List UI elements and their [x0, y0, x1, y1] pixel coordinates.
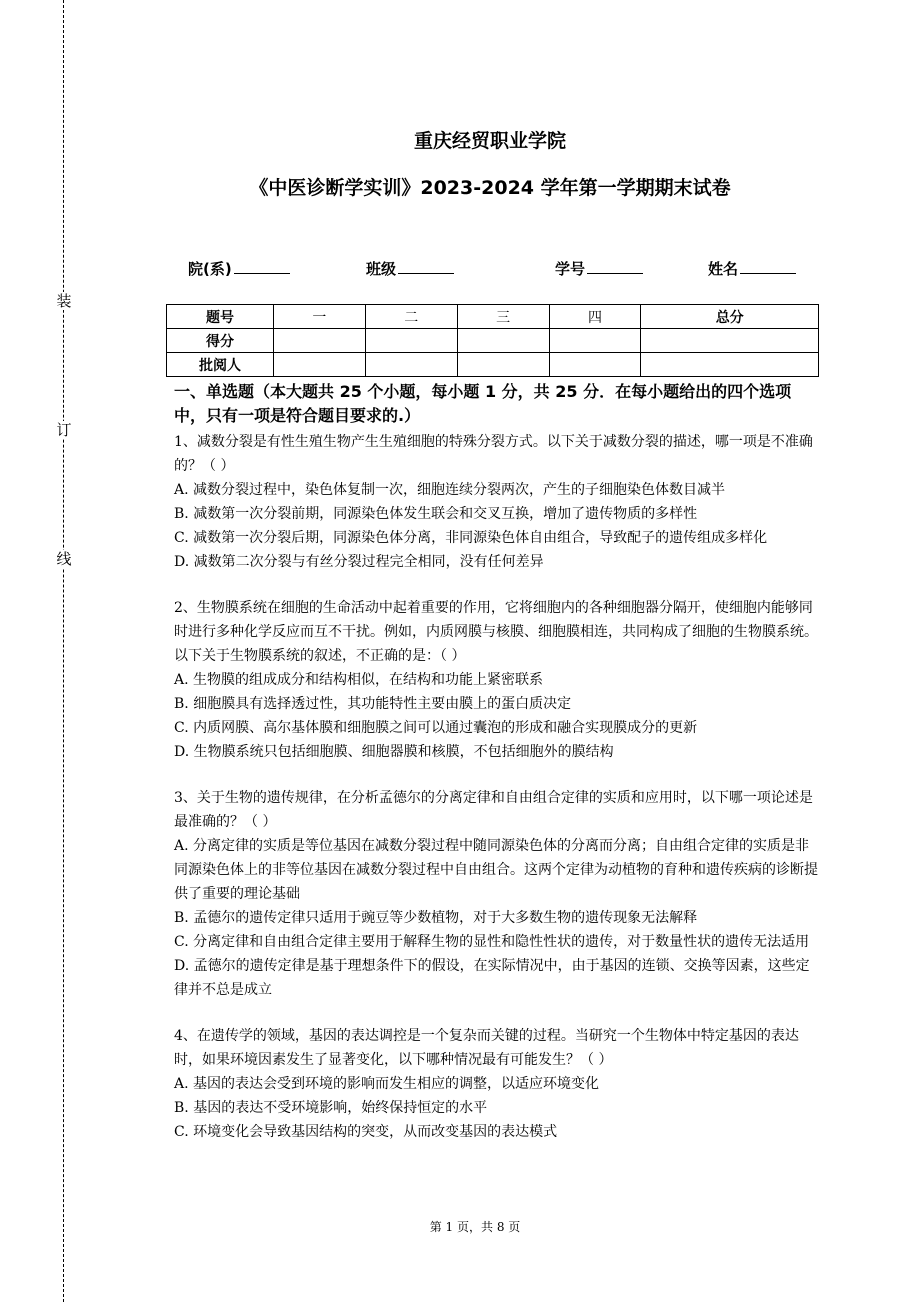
question-4 — [174, 1024, 819, 1144]
exam-content — [174, 380, 819, 1144]
name-label: 姓名 — [708, 260, 739, 278]
exam-title: 《中医诊断学实训》2023-2024 学年第一学期期末试卷 — [249, 177, 731, 199]
score-cell[interactable] — [549, 353, 641, 377]
name-blank[interactable] — [740, 259, 796, 274]
score-table-row — [167, 353, 819, 377]
score-table-header-row — [167, 305, 819, 329]
option-c[interactable]: C. 内质网膜、高尔基体膜和细胞膜之间可以通过囊泡的形成和融合实现膜成分的更新 — [174, 720, 698, 736]
page-footer: 第 1 页，共 8 页 — [429, 1220, 521, 1234]
score-row-label: 得分 — [167, 329, 274, 353]
question-2 — [174, 596, 819, 764]
question-1 — [174, 430, 819, 574]
option-c[interactable]: C. 环境变化会导致基因结构的突变，从而改变基因的表达模式 — [174, 1124, 558, 1140]
option-a[interactable]: A. 减数分裂过程中，染色体复制一次，细胞连续分裂两次，产生的子细胞染色体数目减半 — [174, 482, 726, 498]
question-3 — [174, 786, 819, 1002]
score-cell[interactable] — [457, 353, 549, 377]
option-b[interactable]: B. 孟德尔的遗传定律只适用于豌豆等少数植物，对于大多数生物的遗传现象无法解释 — [174, 910, 698, 926]
option-a[interactable]: A. 生物膜的组成成分和结构相似，在结构和功能上紧密联系 — [174, 672, 544, 688]
score-cell[interactable] — [549, 329, 641, 353]
score-cell[interactable] — [274, 353, 366, 377]
score-cell[interactable] — [365, 329, 457, 353]
score-col-header: 二 — [365, 305, 457, 329]
question-stem: 1、减数分裂是有性生殖生物产生生殖细胞的特殊分裂方式。以下关于减数分裂的描述，哪一项是不准确的？（ ） — [174, 434, 813, 474]
score-row-label: 题号 — [167, 305, 274, 329]
option-d[interactable]: D. 生物膜系统只包括细胞膜、细胞器膜和核膜，不包括细胞外的膜结构 — [174, 744, 614, 760]
score-col-header: 四 — [549, 305, 641, 329]
score-cell[interactable] — [365, 353, 457, 377]
option-d[interactable]: D. 孟德尔的遗传定律是基于理想条件下的假设，在实际情况中，由于基因的连锁、交换等因素，这些定律并不总是成立 — [174, 958, 810, 998]
student-id-blank[interactable] — [587, 259, 643, 274]
score-row-label: 批阅人 — [167, 353, 274, 377]
option-b[interactable]: B. 细胞膜具有选择透过性，其功能特性主要由膜上的蛋白质决定 — [174, 696, 572, 712]
score-cell[interactable] — [274, 329, 366, 353]
score-cell[interactable] — [457, 329, 549, 353]
department-label: 院(系) — [188, 260, 232, 278]
score-table-row — [167, 329, 819, 353]
score-cell[interactable] — [641, 353, 819, 377]
option-a[interactable]: A. 基因的表达会受到环境的影响而发生相应的调整，以适应环境变化 — [174, 1076, 600, 1092]
question-stem: 2、生物膜系统在细胞的生命活动中起着重要的作用，它将细胞内的各种细胞器分隔开，使细胞内能够同时进行多种化学反应而互不干扰。例如，内质网膜与核膜、细胞膜相连，共同构成了细胞的生物膜系统。以下关于生物膜系统的叙述，不正确的是：（ ） — [174, 600, 818, 664]
department-field[interactable] — [188, 258, 290, 279]
student-id-label: 学号 — [555, 260, 586, 278]
class-blank[interactable] — [398, 259, 454, 274]
department-blank[interactable] — [234, 259, 290, 274]
option-c[interactable]: C. 分离定律和自由组合定律主要用于解释生物的显性和隐性性状的遗传，对于数量性状的遗传无法适用 — [174, 934, 810, 950]
option-a[interactable]: A. 分离定律的实质是等位基因在减数分裂过程中随同源染色体的分离而分离；自由组合定律的实质是非同源染色体上的非等位基因在减数分裂过程中自由组合。这两个定律为动植物的育种和遗传疾病的诊断提供了重要的理论基础 — [174, 838, 818, 902]
question-stem: 4、在遗传学的领域，基因的表达调控是一个复杂而关键的过程。当研究一个生物体中特定基因的表达时，如果环境因素发生了显著变化，以下哪种情况最有可能发生？（ ） — [174, 1028, 799, 1068]
binding-char-zhuang: 装 — [56, 292, 72, 310]
student-id-field[interactable] — [555, 258, 643, 279]
score-col-header: 三 — [457, 305, 549, 329]
binding-char-ding: 订 — [56, 421, 72, 439]
option-d[interactable]: D. 减数第二次分裂与有丝分裂过程完全相同，没有任何差异 — [174, 554, 544, 570]
binding-char-xian: 线 — [56, 550, 72, 568]
class-field[interactable] — [366, 258, 454, 279]
score-col-header: 一 — [274, 305, 366, 329]
option-b[interactable]: B. 减数第一次分裂前期，同源染色体发生联会和交叉互换，增加了遗传物质的多样性 — [174, 506, 698, 522]
class-label: 班级 — [366, 260, 397, 278]
name-field[interactable] — [708, 258, 796, 279]
section-heading: 一、单选题（本大题共 25 个小题，每小题 1 分，共 25 分．在每小题给出的四个选项中，只有一项是符合题目要求的.） — [174, 382, 792, 425]
school-title: 重庆经贸职业学院 — [413, 130, 566, 152]
question-stem: 3、关于生物的遗传规律，在分析孟德尔的分离定律和自由组合定律的实质和应用时，以下哪一项论述是最准确的？（ ） — [174, 790, 813, 830]
score-table — [166, 304, 819, 377]
option-b[interactable]: B. 基因的表达不受环境影响，始终保持恒定的水平 — [174, 1100, 488, 1116]
score-col-header: 总分 — [641, 305, 819, 329]
option-c[interactable]: C. 减数第一次分裂后期，同源染色体分离，非同源染色体自由组合，导致配子的遗传组成多样化 — [174, 530, 768, 546]
score-cell[interactable] — [641, 329, 819, 353]
